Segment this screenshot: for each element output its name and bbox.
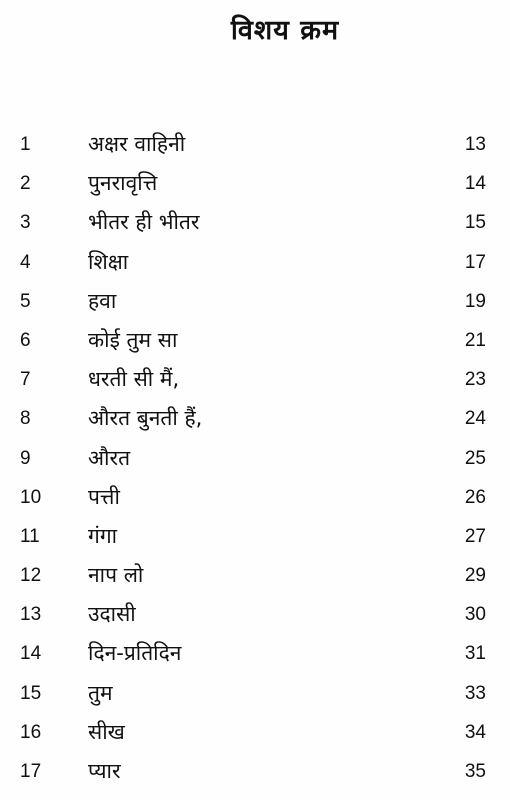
chapter-title: अक्षर वाहिनी [88, 132, 186, 156]
toc-row [0, 128, 510, 167]
chapter-title: पुनरावृत्ति [88, 171, 158, 196]
toc-row [0, 363, 510, 402]
toc-row [0, 167, 510, 206]
chapter-title: उदासी [88, 602, 136, 627]
page-number: 30 [464, 604, 486, 626]
chapter-title: कोई तुम सा [88, 327, 178, 352]
toc-row [0, 402, 510, 441]
page-number: 17 [464, 251, 486, 273]
chapter-title: औरत बुनती हैं, [88, 406, 203, 431]
toc-row [0, 598, 510, 637]
chapter-title: शिक्षा [88, 249, 129, 274]
chapter-title: पत्ती [88, 484, 120, 509]
toc-row [0, 246, 510, 285]
page-number: 25 [464, 447, 486, 469]
chapter-number: 11 [20, 525, 40, 547]
chapter-number: 17 [20, 761, 42, 782]
table-of-contents [0, 128, 510, 794]
chapter-title: सीख [88, 719, 125, 744]
chapter-number: 8 [20, 408, 31, 430]
toc-row [0, 637, 510, 676]
chapter-title: प्यार [88, 759, 121, 783]
page-number: 31 [464, 643, 486, 665]
chapter-title: धरती सी मैं, [88, 367, 180, 392]
page-title: विशय क्रम [230, 15, 340, 46]
chapter-number: 10 [20, 486, 42, 508]
page-number: 34 [464, 721, 486, 743]
page-number: 21 [464, 329, 486, 351]
page-number: 23 [464, 369, 486, 391]
chapter-title: औरत [88, 445, 131, 470]
chapter-title: गंगा [88, 523, 118, 548]
page-number: 24 [464, 408, 486, 430]
chapter-title: भीतर ही भीतर [88, 210, 200, 235]
chapter-number: 14 [20, 643, 42, 665]
page-number: 13 [464, 134, 486, 155]
toc-row [0, 481, 510, 520]
toc-row [0, 324, 510, 363]
chapter-number: 12 [20, 565, 42, 587]
chapter-number: 6 [20, 329, 31, 351]
chapter-title: तुम [88, 680, 113, 705]
toc-row [0, 716, 510, 755]
page-number: 15 [464, 212, 486, 234]
chapter-number: 1 [20, 134, 31, 155]
chapter-number: 3 [20, 212, 31, 234]
page-number: 27 [464, 525, 486, 547]
chapter-title: दिन-प्रतिदिन [88, 641, 182, 666]
toc-row [0, 755, 510, 794]
chapter-number: 5 [20, 290, 31, 312]
toc-row [0, 206, 510, 245]
chapter-number: 15 [20, 682, 42, 704]
chapter-title: नाप लो [88, 563, 144, 588]
chapter-number: 4 [20, 251, 31, 273]
toc-row [0, 677, 510, 716]
chapter-number: 16 [20, 721, 42, 743]
chapter-number: 2 [20, 173, 31, 195]
page-number: 29 [464, 565, 486, 587]
toc-row [0, 442, 510, 481]
toc-row [0, 520, 510, 559]
chapter-number: 13 [20, 604, 42, 626]
page-number: 14 [464, 173, 486, 195]
page-number: 33 [464, 682, 486, 704]
toc-row [0, 559, 510, 598]
chapter-number: 9 [20, 447, 31, 469]
chapter-title: हवा [88, 288, 117, 313]
page-number: 26 [464, 486, 486, 508]
toc-row [0, 285, 510, 324]
page-number: 19 [464, 290, 486, 312]
page-number: 35 [464, 761, 486, 782]
chapter-number: 7 [20, 369, 31, 391]
